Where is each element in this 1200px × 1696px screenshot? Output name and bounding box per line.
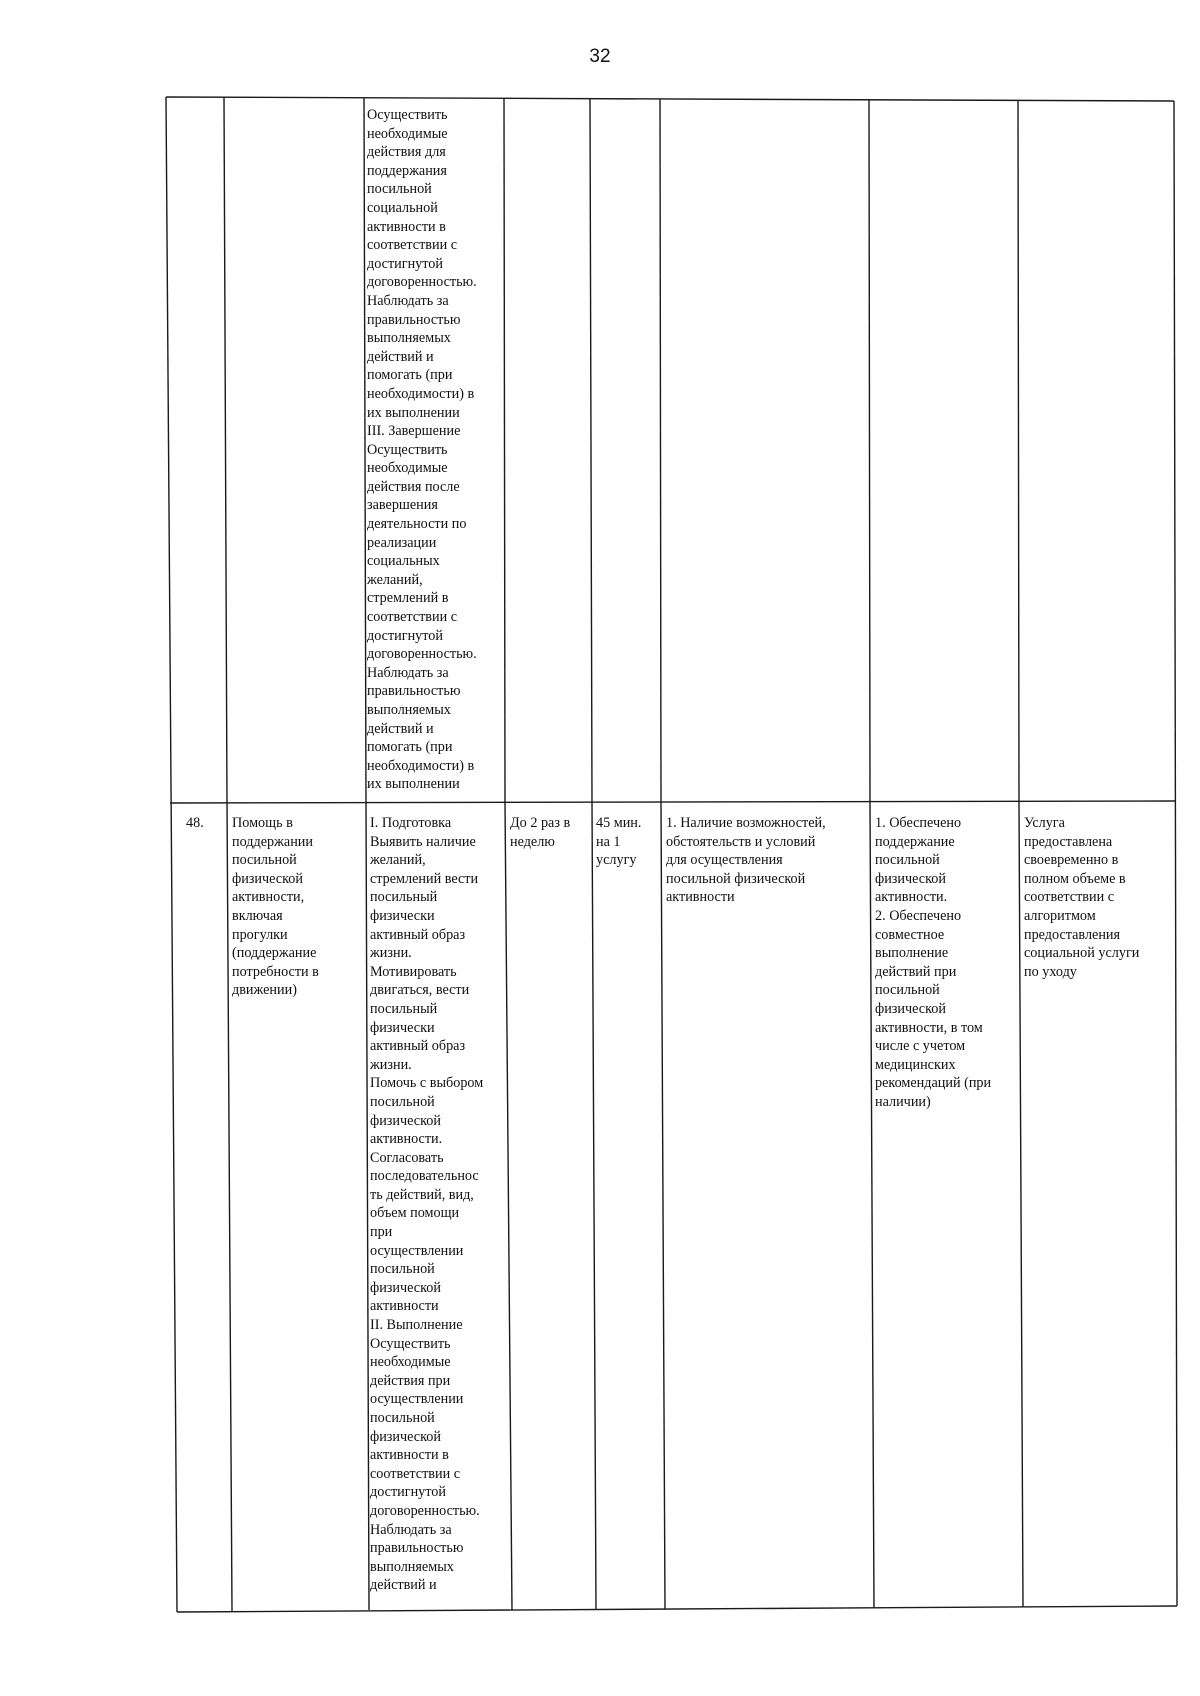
results-cell: 1. Обеспечено поддержание посильной физической активности. 2. Обеспечено совместное выполнение действий при посильной физической активности, в том числе с учетом медицинских рекомендаций (при наличии)	[875, 815, 992, 1110]
row-number: 48.	[186, 815, 204, 831]
frequency-cell: До 2 раз в неделю	[510, 815, 571, 850]
service-name-cell: Помощь в поддержании посильной физической активности, включая прогулки (поддержание потребности в движении)	[232, 815, 319, 999]
continuation-actions-cell: Осуществить необходимые действия для поддержания посильной социальной активности в соответствии с достигнутой договоренностью. Наблюдать за правильностью выполняемых действий и помогать (при необходимости) в их выполнении III. Завершение Осуществить необходимые действия после завершения деятельности по реализации социальных желаний, стремлений в соответствии с достигнутой договоренностью. Наблюдать за правильностью выполняемых действий и помогать (при необходимости) в их выполнении	[367, 107, 477, 793]
service-actions-cell: I. Подготовка Выявить наличие желаний, стремлений вести посильный физически активный образ жизни. Мотивировать двигаться, вести посильный физически активный образ жизни. Помочь с выбором посильной физической активности. Согласовать последовательнос ть действий, вид, объем помощи при осуществлении посильной физической активности II. Выполнение Осуществить необходимые действия при осуществлении посильной физической активности в соответствии с достигнутой договоренностью. Наблюдать за правильностью выполняемых действий и	[370, 815, 484, 1594]
quality-cell: Услуга предоставлена своевременно в полном объеме в соответствии с алгоритмом предоставления социальной услуги по уходу	[1024, 815, 1140, 980]
page-number: 32	[589, 46, 611, 67]
duration-cell: 45 мин. на 1 услугу	[596, 815, 642, 869]
conditions-cell: 1. Наличие возможностей, обстоятельств и условий для осуществления посильной физической активности	[666, 815, 826, 906]
